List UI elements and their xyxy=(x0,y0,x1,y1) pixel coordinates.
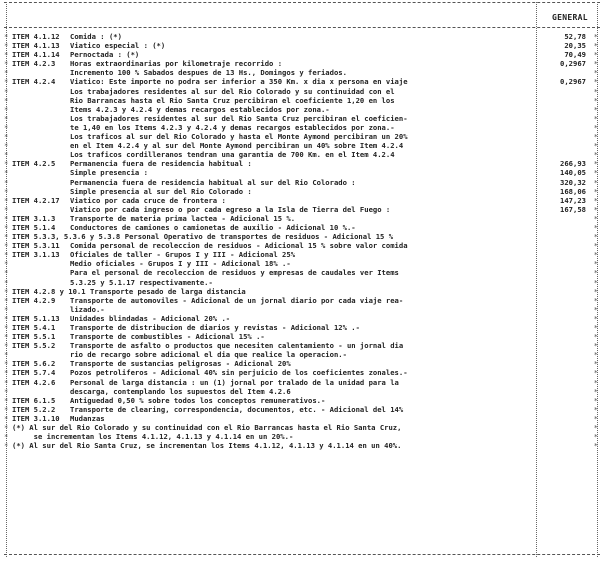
item-code: ITEM 4.2.5 xyxy=(12,159,56,169)
item-description: Transporte de combustibles - Adicional 15% .- xyxy=(70,332,265,342)
row-border-mark: * xyxy=(593,50,598,60)
item-code: ITEM 5.4.1 xyxy=(12,323,56,332)
table-row xyxy=(0,50,604,59)
row-border-mark: * xyxy=(593,222,598,232)
row-border-mark: * xyxy=(593,277,598,287)
table-row xyxy=(0,178,604,187)
table-row xyxy=(0,223,604,232)
row-border-mark: * xyxy=(593,132,598,142)
table-row xyxy=(0,132,604,141)
row-border-mark: * xyxy=(4,350,9,360)
item-description: Conductores de camiones o camionetas de auxilio - Adicional 10 %.- xyxy=(70,222,356,232)
table-row xyxy=(0,96,604,105)
item-description: Viatico: Este importe no podra ser inferior a 350 Km. x dia x persona en viaje xyxy=(70,77,408,87)
row-border-mark: * xyxy=(593,41,598,51)
row-border-mark: * xyxy=(593,241,598,251)
row-border-mark: * xyxy=(4,150,9,160)
item-description: Mudanzas xyxy=(70,413,105,423)
footnote xyxy=(0,432,604,441)
table-row xyxy=(0,396,604,405)
item-description: Personal de larga distancia : un (1) jornal por tralado de la unidad para la xyxy=(70,377,399,387)
row-border-mark: * xyxy=(593,186,598,196)
table-row xyxy=(0,378,604,387)
table-row xyxy=(0,141,604,150)
item-code: ITEM 5.3.11 xyxy=(12,241,60,251)
row-border-mark: * xyxy=(593,150,598,160)
item-code: ITEM 5.2.2 xyxy=(12,404,56,414)
table-row xyxy=(0,359,604,368)
row-border-mark: * xyxy=(4,59,9,69)
table-row xyxy=(0,59,604,68)
row-border-mark: * xyxy=(593,32,598,41)
row-border-mark: * xyxy=(593,332,598,342)
row-border-mark: * xyxy=(4,222,9,232)
row-border-mark: * xyxy=(4,77,9,87)
item-value: 266,93 xyxy=(560,159,586,169)
item-code: ITEM 5.7.4 xyxy=(12,368,56,378)
row-border-mark: * xyxy=(4,413,9,423)
row-border-mark: * xyxy=(4,32,9,41)
item-description: Pernoctada : (*) xyxy=(70,50,140,60)
row-border-mark: * xyxy=(4,68,9,78)
item-code: ITEM 4.2.17 xyxy=(12,195,60,205)
row-border-mark: * xyxy=(593,95,598,105)
item-description: Viatico especial : (*) xyxy=(70,41,166,51)
row-border-mark: * xyxy=(4,213,9,223)
row-border-mark: * xyxy=(593,68,598,78)
row-border-mark: * xyxy=(4,341,9,351)
item-description: Medio oficiales - Grupos I y III - Adicional 18% .- xyxy=(70,259,291,269)
row-border-mark: * xyxy=(4,113,9,123)
row-border-mark: * xyxy=(4,141,9,151)
item-code: ITEM 4.2.8 y 10.1 xyxy=(12,286,86,296)
item-code: ITEM 3.1.3 xyxy=(12,213,56,223)
row-border-mark: * xyxy=(4,404,9,414)
item-description: Simple presencia : xyxy=(70,168,148,178)
footnote-text: (*) Al sur del Rio Santa Cruz, se incrementan los Items 4.1.12, 4.1.13 y 4.1.14 en un 40%. xyxy=(12,441,402,451)
row-border-mark: * xyxy=(4,241,9,251)
item-code: ITEM 4.2.3 xyxy=(12,59,56,69)
table-row xyxy=(0,87,604,96)
item-description: Rio Barrancas hasta el Rio Santa Cruz percibiran el coeficiente 1,20 en los xyxy=(70,95,395,105)
row-border-mark: * xyxy=(4,286,9,296)
row-border-mark: * xyxy=(4,159,9,169)
column-header-general: GENERAL xyxy=(552,13,588,22)
table-row xyxy=(0,205,604,214)
row-border-mark: * xyxy=(593,141,598,151)
item-description: 5.3.25 y 5.1.17 respectivamente.- xyxy=(70,277,213,287)
item-code: ITEM 6.1.5 xyxy=(12,395,56,405)
table-row xyxy=(0,250,604,259)
table-row xyxy=(0,341,604,350)
item-code: ITEM 5.6.2 xyxy=(12,359,56,369)
item-value: 168,06 xyxy=(560,186,586,196)
item-description: en el Item 4.2.4 y al sur del Monte Aymond percibiran un 40% sobre Item 4.2.4 xyxy=(70,141,404,151)
row-border-mark: * xyxy=(593,59,598,69)
item-description: Permanencia fuera de residencia habitual : xyxy=(70,159,252,169)
item-description: Comida personal de recoleccion de residuos - Adicional 15 % sobre valor comida xyxy=(70,241,408,251)
item-description: Los traficos cordilleranos tendran una garantia de 700 Km. en el Item 4.2.4 xyxy=(70,150,395,160)
table-row xyxy=(0,414,604,423)
row-border-mark: * xyxy=(593,368,598,378)
item-code: ITEM 5.5.2 xyxy=(12,341,56,351)
table-row xyxy=(0,68,604,77)
row-border-mark: * xyxy=(593,213,598,223)
row-border-mark: * xyxy=(4,41,9,51)
item-description: Transporte de sustancias peligrosas - Adicional 20% xyxy=(70,359,291,369)
item-description: Unidades blindadas - Adicional 20% .- xyxy=(70,313,231,323)
row-border-mark: * xyxy=(593,195,598,205)
footnote xyxy=(0,423,604,432)
footnote-text: (*) Al sur del Rio Colorado y su continuidad con el Rio Barrancas hasta el Rio Santa Cruz, xyxy=(12,423,402,433)
row-border-mark: * xyxy=(4,304,9,314)
item-code: ITEM 4.1.12 xyxy=(12,32,60,41)
row-border-mark: * xyxy=(593,413,598,423)
row-border-mark: * xyxy=(593,441,598,451)
item-code: ITEM 4.2.9 xyxy=(12,295,56,305)
item-value: 0,2967 xyxy=(560,77,586,87)
row-border-mark: * xyxy=(4,268,9,278)
table-row xyxy=(0,305,604,314)
row-border-mark: * xyxy=(593,341,598,351)
row-border-mark: * xyxy=(4,441,9,451)
item-value: 70,49 xyxy=(564,50,586,60)
item-code: ITEM 5.5.1 xyxy=(12,332,56,342)
item-description: Comida : (*) xyxy=(70,32,122,41)
table-row xyxy=(0,332,604,341)
row-border-mark: * xyxy=(593,313,598,323)
item-value: 140,05 xyxy=(560,168,586,178)
item-description: Items 4.2.3 y 4.2.4 y demas recargos establecidos por zona.- xyxy=(70,104,330,114)
item-description: Personal Operativo de transportes de residuos - Adicional 15 % xyxy=(124,232,394,242)
row-border-mark: * xyxy=(4,377,9,387)
item-code: ITEM 3.1.10 xyxy=(12,413,60,423)
row-border-mark: * xyxy=(4,104,9,114)
row-border-mark: * xyxy=(593,104,598,114)
row-border-mark: * xyxy=(593,386,598,396)
table-row xyxy=(0,187,604,196)
row-border-mark: * xyxy=(4,250,9,260)
item-value: 20,35 xyxy=(564,41,586,51)
table-row xyxy=(0,287,604,296)
item-description: Viatico por cada cruce de frontera : xyxy=(70,195,226,205)
item-description: Transporte de distribucion de diarios y revistas - Adicional 12% .- xyxy=(70,323,360,332)
table-row xyxy=(0,196,604,205)
row-border-mark: * xyxy=(4,277,9,287)
item-description: Oficiales de taller - Grupos I y III - Adicional 25% xyxy=(70,250,296,260)
row-border-mark: * xyxy=(4,122,9,132)
row-border-mark: * xyxy=(593,268,598,278)
table-row xyxy=(0,268,604,277)
row-border-mark: * xyxy=(593,304,598,314)
row-border-mark: * xyxy=(4,95,9,105)
table-row xyxy=(0,150,604,159)
table-row xyxy=(0,105,604,114)
header-divider xyxy=(4,27,600,28)
row-border-mark: * xyxy=(593,232,598,242)
item-description: te 1,40 en los Items 4.2.3 y 4.2.4 y demas recargos establecidos por zona.- xyxy=(70,122,395,132)
item-description: descarga, contemplando los supuestos del Item 4.2.6 xyxy=(70,386,291,396)
row-border-mark: * xyxy=(593,295,598,305)
item-code: ITEM 4.2.4 xyxy=(12,77,56,87)
table-row xyxy=(0,387,604,396)
row-border-mark: * xyxy=(593,359,598,369)
item-code: ITEM 5.1.13 xyxy=(12,313,60,323)
row-border-mark: * xyxy=(4,313,9,323)
table-row xyxy=(0,232,604,241)
row-border-mark: * xyxy=(4,368,9,378)
row-border-mark: * xyxy=(4,177,9,187)
item-description: Los trabajadores residentes al sur del Rio Colorado y su continuidad con el xyxy=(70,86,395,96)
footnote xyxy=(0,441,604,450)
row-border-mark: * xyxy=(593,86,598,96)
item-code: ITEM 4.2.6 xyxy=(12,377,56,387)
table-row xyxy=(0,114,604,123)
item-description: Horas extraordinarias por kilometraje recorrido : xyxy=(70,59,283,69)
row-border-mark: * xyxy=(593,395,598,405)
item-value: 0,2967 xyxy=(560,59,586,69)
footnote-text: se incrementan los Items 4.1.12, 4.1.13 y 4.1.14 en un 20%.- xyxy=(12,432,294,442)
row-border-mark: * xyxy=(4,386,9,396)
row-border-mark: * xyxy=(593,423,598,433)
item-code: ITEM 5.3.3, 5.3.6 y 5.3.8 xyxy=(12,232,121,242)
item-description: Simple presencia al sur del Rio Colorado : xyxy=(70,186,252,196)
table-row xyxy=(0,323,604,332)
row-border-mark: * xyxy=(593,432,598,442)
row-border-mark: * xyxy=(4,332,9,342)
item-description: Para el personal de recoleccion de residuos y empresas de caudales ver Items xyxy=(70,268,399,278)
row-border-mark: * xyxy=(593,122,598,132)
table-row xyxy=(0,278,604,287)
table-row xyxy=(0,241,604,250)
row-border-mark: * xyxy=(593,168,598,178)
row-border-mark: * xyxy=(593,77,598,87)
row-border-mark: * xyxy=(4,195,9,205)
bottom-border xyxy=(4,554,600,555)
item-description: Los trabajadores residentes al sur del Rio Santa Cruz percibiran el coeficien- xyxy=(70,113,408,123)
item-code: ITEM 4.1.13 xyxy=(12,41,60,51)
table-row xyxy=(0,168,604,177)
item-description: Los traficos al sur del Rio Colorado y hasta el Monte Aymond percibiran un 20% xyxy=(70,132,408,142)
row-border-mark: * xyxy=(4,395,9,405)
item-value: 147,23 xyxy=(560,195,586,205)
table-row xyxy=(0,296,604,305)
row-border-mark: * xyxy=(4,323,9,332)
row-border-mark: * xyxy=(593,323,598,332)
table-row xyxy=(0,41,604,50)
item-description: Transporte de asfalto o productos que necesiten calentamiento - un jornal dia xyxy=(70,341,404,351)
row-border-mark: * xyxy=(4,259,9,269)
table-row xyxy=(0,159,604,168)
row-border-mark: * xyxy=(593,286,598,296)
item-description: Transporte de materia prima lactea - Adicional 15 %. xyxy=(70,213,296,223)
item-description: Transporte de automoviles - Adicional de un jornal diario por cada viaje rea- xyxy=(70,295,404,305)
item-value: 52,78 xyxy=(564,32,586,41)
item-code: ITEM 4.1.14 xyxy=(12,50,60,60)
row-border-mark: * xyxy=(4,204,9,214)
row-border-mark: * xyxy=(4,295,9,305)
row-border-mark: * xyxy=(593,204,598,214)
table-row xyxy=(0,77,604,86)
row-border-mark: * xyxy=(4,359,9,369)
item-description: Permanencia fuera de residencia habitual al sur del Rio Colorado : xyxy=(70,177,356,187)
row-border-mark: * xyxy=(4,432,9,442)
table-row xyxy=(0,259,604,268)
item-description: lizado.- xyxy=(70,304,105,314)
row-border-mark: * xyxy=(4,423,9,433)
row-border-mark: * xyxy=(593,250,598,260)
item-description: Viatico por cada ingreso o por cada egreso a la Isla de Tierra del Fuego : xyxy=(70,204,391,214)
item-description: Antiguedad 0,50 % sobre todos los conceptos remunerativos.- xyxy=(70,395,326,405)
item-description: Pozos petroliferos - Adicional 40% sin perjuicio de los coeficientes zonales.- xyxy=(70,368,408,378)
row-border-mark: * xyxy=(4,50,9,60)
item-description: rio de recargo sobre adicional el dia que realice la operacion.- xyxy=(70,350,347,360)
item-description: Incremento 100 % Sabados despues de 13 Hs., Domingos y feriados. xyxy=(70,68,347,78)
row-border-mark: * xyxy=(4,232,9,242)
top-border xyxy=(4,2,600,11)
row-border-mark: * xyxy=(4,86,9,96)
table-row xyxy=(0,32,604,41)
item-code: ITEM 3.1.13 xyxy=(12,250,60,260)
row-border-mark: * xyxy=(593,377,598,387)
table-row xyxy=(0,314,604,323)
table-row xyxy=(0,405,604,414)
item-value: 320,32 xyxy=(560,177,586,187)
row-border-mark: * xyxy=(4,132,9,142)
row-border-mark: * xyxy=(4,186,9,196)
row-border-mark: * xyxy=(593,113,598,123)
table-row xyxy=(0,368,604,377)
row-border-mark: * xyxy=(593,404,598,414)
row-border-mark: * xyxy=(4,168,9,178)
row-border-mark: * xyxy=(593,350,598,360)
item-code: ITEM 5.1.4 xyxy=(12,222,56,232)
item-value: 167,58 xyxy=(560,204,586,214)
items-table xyxy=(0,32,604,450)
table-row xyxy=(0,123,604,132)
item-description: Transporte pesado de larga distancia xyxy=(89,286,246,296)
row-border-mark: * xyxy=(593,159,598,169)
table-row xyxy=(0,350,604,359)
table-row xyxy=(0,214,604,223)
item-description: Transporte de clearing, correspondencia, documentos, etc. - Adicional del 14% xyxy=(70,404,404,414)
row-border-mark: * xyxy=(593,177,598,187)
row-border-mark: * xyxy=(593,259,598,269)
